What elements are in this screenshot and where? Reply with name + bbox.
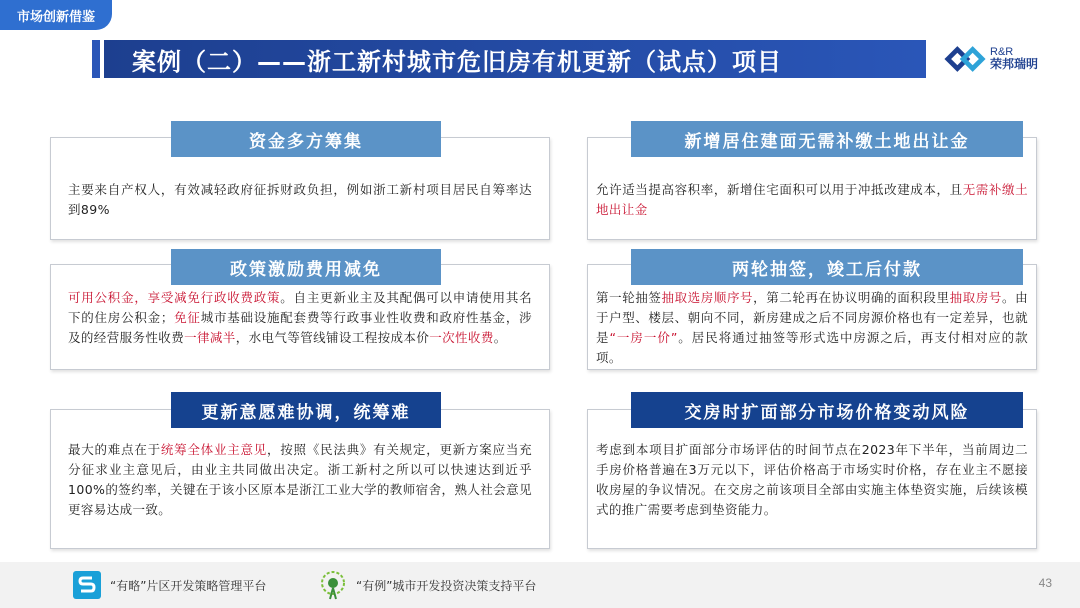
body-text: 。 bbox=[493, 330, 507, 345]
logo-english: R&R bbox=[990, 45, 1014, 58]
title-bar bbox=[104, 40, 926, 78]
footer-left-text: “有略”片区开发策略管理平台 bbox=[110, 578, 267, 593]
card-coordination-body bbox=[68, 440, 532, 520]
highlight-text: 抽取选房顺序号 bbox=[661, 290, 754, 305]
footer-right-text: “有例”城市开发投资决策支持平台 bbox=[356, 578, 537, 593]
highlight-text: “一房一价” bbox=[609, 330, 678, 345]
footer-bar bbox=[0, 562, 1080, 608]
card-lottery-heading: 两轮抽签，竣工后付款 bbox=[631, 249, 1023, 285]
card-policy-body bbox=[68, 288, 532, 348]
page-title: 案例（二）——浙工新村城市危旧房有机更新（试点）项目 bbox=[132, 47, 782, 76]
body-text: 允许适当提高容积率，新增住宅面积可以用于冲抵改建成本，且 bbox=[596, 182, 963, 197]
card-land-fee-heading: 新增居住建面无需补缴土地出让金 bbox=[631, 121, 1023, 157]
body-text: 第一轮抽签 bbox=[596, 290, 662, 305]
section-tag: 市场创新借鉴 bbox=[0, 0, 112, 30]
company-logo bbox=[944, 38, 1064, 80]
card-policy-heading: 政策激励费用减免 bbox=[171, 249, 441, 285]
logo-chinese: 荣邦瑞明 bbox=[990, 57, 1039, 72]
page-number: 43 bbox=[1038, 576, 1052, 590]
body-text: 考虑到本项目扩面部分市场评估的时间节点在2023年下半年，当前周边二手房价格普遍在3万元以下，评估价格高于市场实时价格，存在业主不愿接收房屋的争议情况。在交房之前该项目全部由实施主体垫资实施，后续该模式的推广需要考虑到垫资能力。 bbox=[596, 442, 1028, 517]
body-text: 。由于户型、楼层、朝向不同，新房建成之后不同房源价格也有一定差异，也就是 bbox=[596, 290, 1028, 345]
card-coordination-heading: 更新意愿难协调，统筹难 bbox=[171, 392, 441, 428]
card-land-fee-body bbox=[596, 180, 1028, 220]
card-funding-body bbox=[68, 180, 532, 220]
logo-rings-icon bbox=[944, 42, 986, 76]
body-text: 。居民将通过抽签等形式选中房源之后，再支付相对应的款项。 bbox=[596, 330, 1028, 365]
highlight-text: 无需补缴土地出让金 bbox=[596, 182, 1028, 217]
body-text: 最大的难点在于 bbox=[68, 442, 161, 457]
body-text: 。自主更新业主及其配偶可以申请使用其名下的住房公积金； bbox=[68, 290, 532, 325]
footer-right-item bbox=[318, 570, 536, 600]
highlight-text: 可用公积金，享受减免行政收费政策 bbox=[68, 290, 281, 305]
highlight-text: 统筹全体业主意见 bbox=[160, 442, 268, 457]
body-text: ，第二轮再在协议明确的面积段里 bbox=[753, 290, 950, 305]
card-lottery-body bbox=[596, 288, 1028, 368]
body-text: 城市基础设施配套费等行政事业性收费和政府性基金，涉及的经营服务性收费 bbox=[68, 310, 532, 345]
footer-left-item bbox=[72, 570, 266, 600]
youli-logo-icon bbox=[318, 570, 348, 600]
card-price-risk-body bbox=[596, 440, 1028, 520]
body-text: ，按照《民法典》有关规定，更新方案应当充分征求业主意见后，由业主共同做出决定。浙工新村之所以可以快速达到近乎100%的签约率，关键在于该小区原本是浙江工业大学的教师宿舍，熟人社会意见更容易达成一致。 bbox=[68, 442, 532, 517]
card-funding-heading: 资金多方筹集 bbox=[171, 121, 441, 157]
highlight-text: 免征 bbox=[173, 310, 201, 325]
highlight-text: 一次性收费 bbox=[429, 330, 494, 345]
body-text: 主要来自产权人，有效减轻政府征拆财政负担，例如浙工新村项目居民自筹率达到89% bbox=[68, 182, 532, 217]
highlight-text: 一律减半 bbox=[184, 330, 236, 345]
highlight-text: 抽取房号 bbox=[949, 290, 1002, 305]
youlue-logo-icon bbox=[72, 570, 102, 600]
body-text: ，水电气等管线铺设工程按成本价 bbox=[235, 330, 430, 345]
card-price-risk-heading: 交房时扩面部分市场价格变动风险 bbox=[631, 392, 1023, 428]
